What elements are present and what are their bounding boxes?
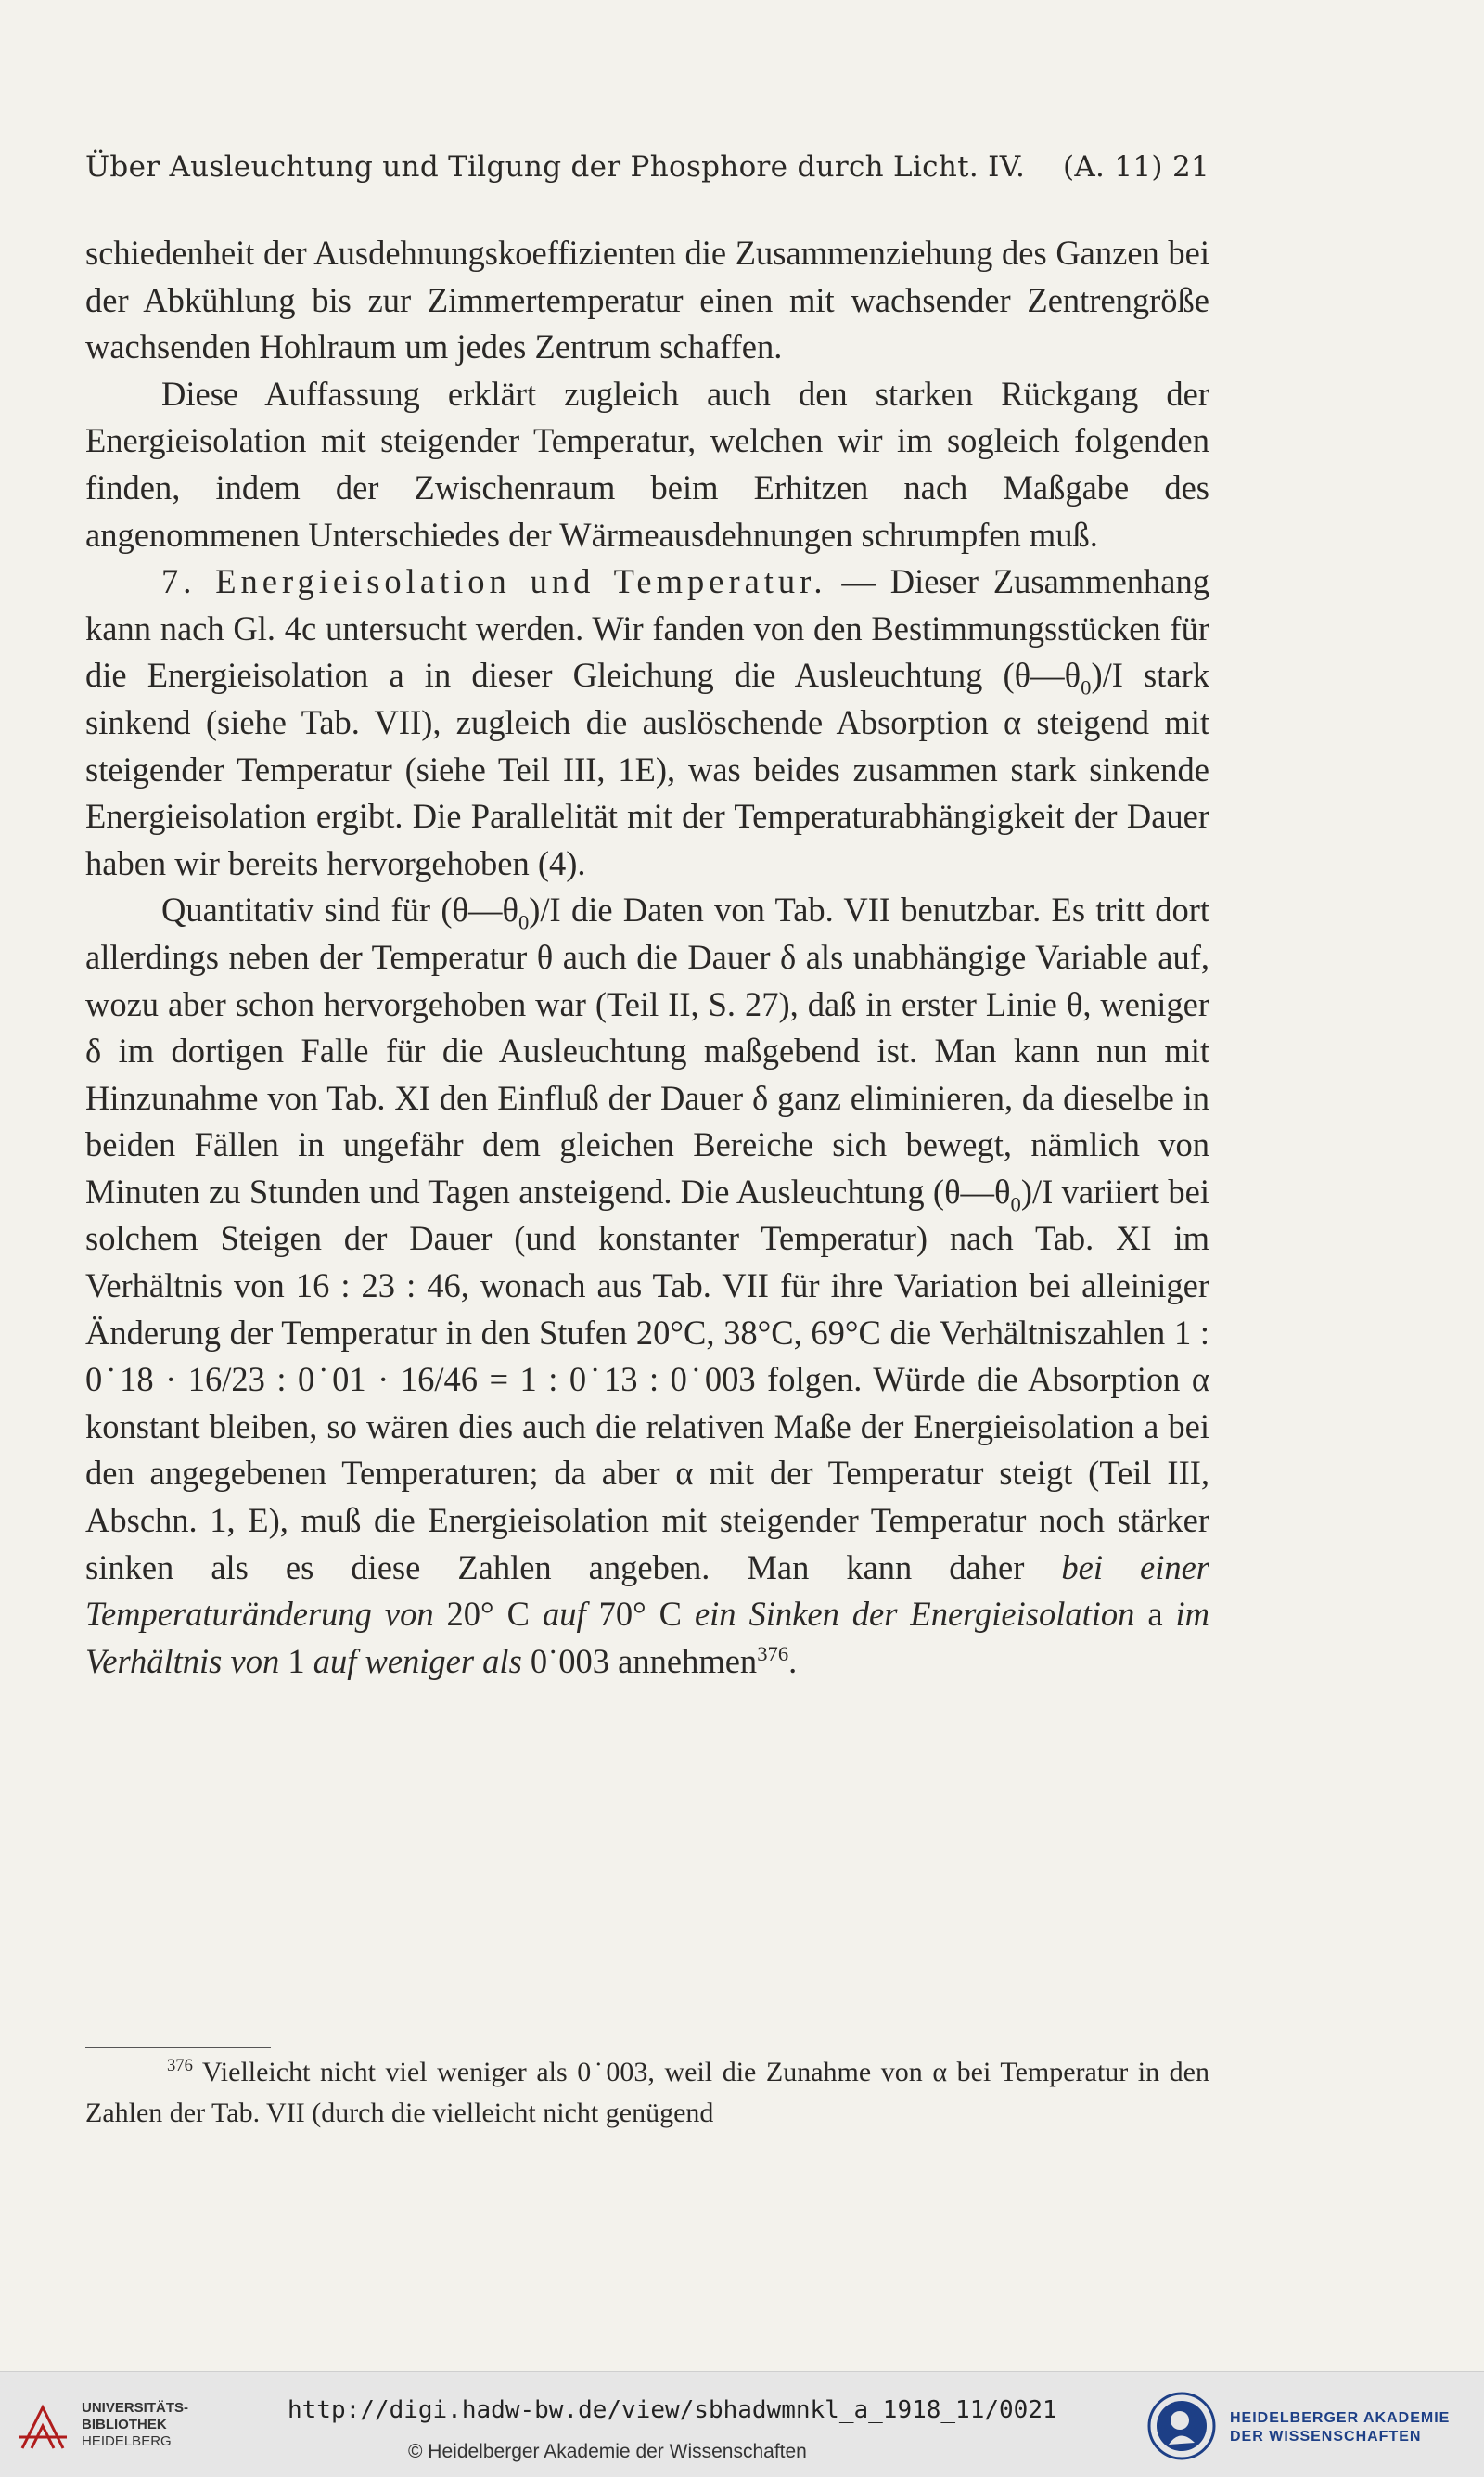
footnote-divider bbox=[85, 2047, 271, 2048]
header-page-ref: (A. 11) 21 bbox=[1062, 150, 1209, 184]
university-library-logo-icon bbox=[15, 2400, 70, 2456]
academy-seal-icon bbox=[1146, 2391, 1217, 2461]
footnote-ref[interactable]: 376 bbox=[757, 1641, 789, 1665]
paragraph-2: Diese Auffassung erklärt zugleich auch den starken Rückgang der Energieisolation mit steigender Temperatur, welchen wir im sogleich folgenden finden, indem der Zwischenraum beim Erhitzen nach Maßgabe des angenommenen Unterschiedes der Wärmeausdehnungen schrumpfen muß. bbox=[85, 374, 1209, 554]
academy-name: HEIDELBERGER AKADEMIE DER WISSENSCHAFTEN bbox=[1230, 2410, 1451, 2445]
university-library-name: UNIVERSITÄTS- BIBLIOTHEK HEIDELBERG bbox=[82, 2400, 189, 2449]
paragraph-4: Quantitativ sind für $(\theta—\theta_0)/I$ die Daten von Tab. VII benutzbar. Es tritt dort allerdings neben der Temperatur θ auch die Dauer δ als unabhängige Variable auf, wozu aber schon hervorgehoben war (Teil II, S. 27), daß in erster Linie θ, weniger δ im dortigen Falle für die Ausleuchtung maßgebend ist. Man kann nun mit Hinzunahme von Tab. XI den Einfluß der Dauer δ ganz eliminieren, da dieselbe in beiden Fällen in ungefähr dem gleichen Bereiche sich bewegt, nämlich von Minuten zu Stunden und Tagen ansteigend. Die Ausleuchtung $(\theta—\theta_0)/I$ variiert bei solchem Steigen der Dauer (und konstanter Temperatur) nach Tab. XI im Verhältnis von 16 : 23 : 46, wonach aus Tab. VII für ihre Variation bei alleiniger Änderung der Temperatur in den Stufen 20°C, 38°C, 69°C die Verhältniszahlen 1 : 0˙18 · 16/23 : 0˙01 · 16/46 = 1 : 0˙13 : 0˙003 folgen. Würde die Absorption α konstant bleiben, so wären dies auch die relativen Maße der Energieisolation a bei den angegebenen Temperaturen; da aber α mit der Temperatur steigt (Teil III, Abschn. 1, E), muß die Energieisolation mit steigender Temperatur noch stärker sinken als es diese Zahlen angeben. Man kann daher bei einer Temperaturänderung von 20° C auf 70° C ein Sinken der Energieisolation a im Verhältnis von 1 auf weniger als 0˙003 annehmen$^{376}$. bbox=[85, 891, 1210, 1680]
footnote bbox=[85, 2052, 1209, 2134]
paragraph-3: 7. Energieisolation und Temperatur. — Dieser Zusammenhang kann nach Gl. 4c untersucht werden. Wir fanden von den Bestimmungsstücken für die Energieisolation a in dieser Gleichung die Ausleuchtung $(\theta—\theta_0)/I$ stark sinkend (siehe Tab. VII), zugleich die auslöschende Absorption α steigend mit steigender Temperatur (siehe Teil III, 1E), was beides zusammen stark sinkende Energieisolation ergibt. Die Parallelität mit der Temperaturabhängigkeit der Dauer haben wir bereits hervorgehoben (4). bbox=[85, 562, 1209, 882]
header-title: Über Ausleuchtung und Tilgung der Phosphore durch Licht. IV. bbox=[85, 150, 1026, 184]
section-heading: 7. Energieisolation und Temperatur. bbox=[161, 562, 827, 601]
footnote-text: Vielleicht nicht viel weniger als 0˙003, weil die Zunahme von α bei Temperatur in den Zahlen der Tab. VII (durch die vielleicht nicht genügend bbox=[85, 2057, 1209, 2128]
footnote-number: 376 bbox=[167, 2056, 193, 2075]
viewer-footer bbox=[0, 2371, 1484, 2477]
paragraph-1: schiedenheit der Ausdehnungskoeffizienten die Zusammenziehung des Ganzen bei der Abkühlung bis zur Zimmertemperatur einen mit wachsender Zentrengröße wachsenden Hohlraum um jedes Zentrum schaffen. bbox=[85, 234, 1209, 366]
permalink-url[interactable]: http://digi.hadw-bw.de/view/sbhadwmnkl_a_1918_11/0021 bbox=[288, 2396, 1057, 2424]
copyright-notice: © Heidelberger Akademie der Wissenschaften bbox=[408, 2441, 807, 2462]
body-text bbox=[85, 230, 1209, 1685]
running-header bbox=[85, 150, 1209, 184]
